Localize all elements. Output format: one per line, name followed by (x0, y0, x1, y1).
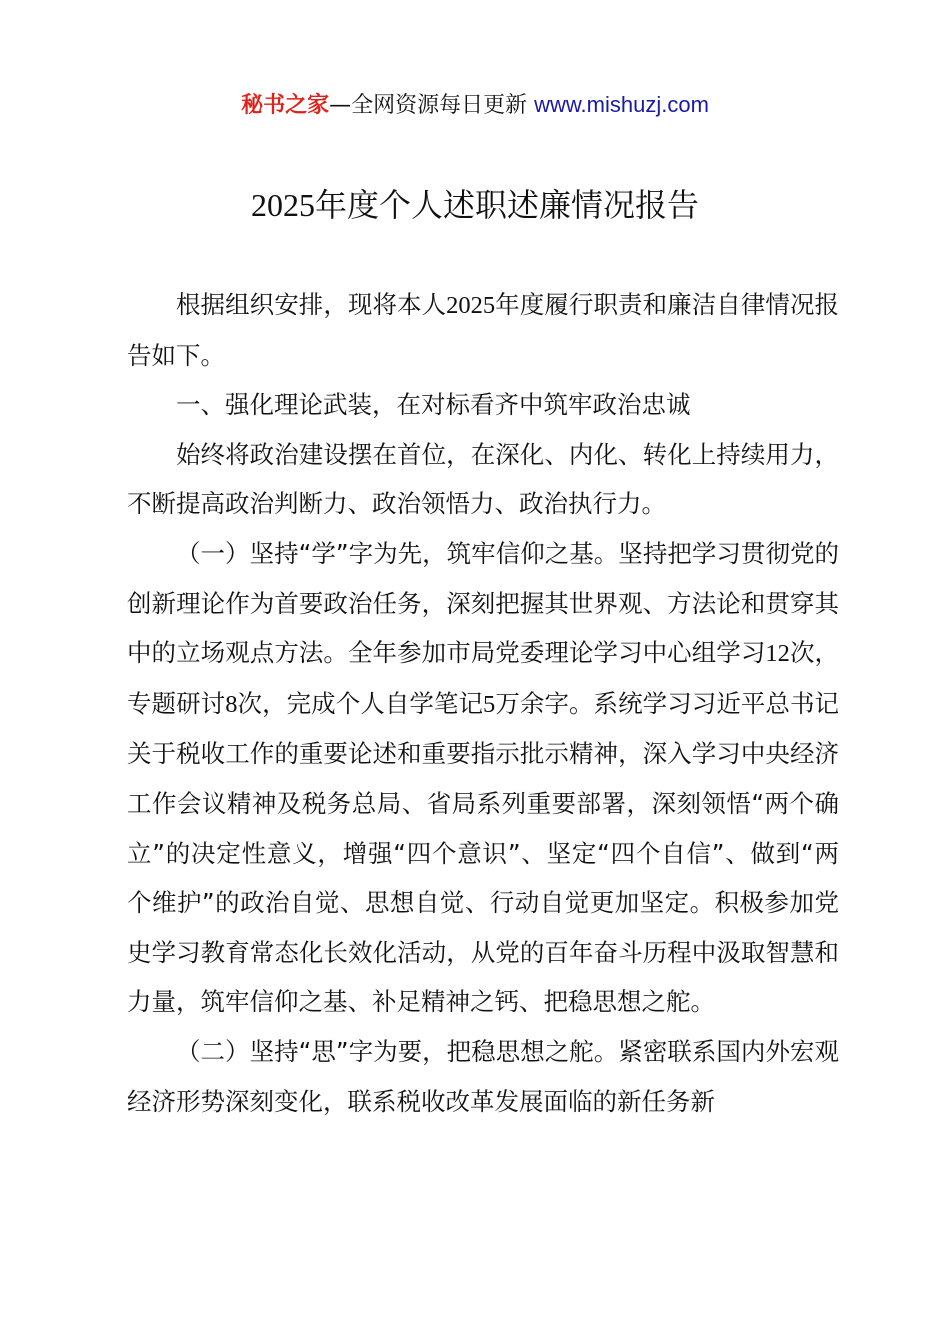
section-heading: 一、强化理论武装，在对标看齐中筑牢政治忠诚 (176, 390, 691, 420)
document-title: 2025年度个人述职述廉情况报告 (250, 186, 699, 224)
numeral: 12 (765, 640, 790, 668)
site-url-link[interactable]: www.mishuzj.com (534, 92, 709, 117)
site-brand: 秘书之家 (241, 93, 330, 118)
numeral: 2025 (446, 292, 496, 319)
numeral: 5 (483, 690, 496, 718)
site-header (0, 88, 950, 123)
document-body (127, 280, 839, 1126)
subsection-2-paragraph: （二）坚持“思”字为要，把稳思想之舵。紧密联系国内外宏观经济形势深刻变化，联系税收改革发展面临的新任务新 (127, 1036, 839, 1116)
subsection-1-paragraph: （一）坚持“学”字为先，筑牢信仰之基。坚持把学习贯彻党的创新理论作为首要政治任务，深刻把握其世界观、方法论和贯穿其中的立场观点方法。全年参加市局党委理论学习中心组学习12次，专题研讨8次，完成个人自学笔记5万余字。系统学习习近平总书记关于税收工作的重要论述和重要指示批示精神，深入学习中央经济工作会议精神及税务总局、省局系列重要部署，深刻领悟“两个确立”的决定性意义，增强“四个意识”、坚定“四个自信”、做到“两个维护”的政治自觉、思想自觉、行动自觉更加坚定。积极参加党史学习教育常态化长效化活动，从党的百年奋斗历程中汲取智慧和力量，筑牢信仰之基、补足精神之钙、把稳思想之舵。 (127, 538, 840, 1017)
site-tagline: —全网资源每日更新 (329, 93, 535, 118)
numeral: 8 (225, 690, 238, 718)
intro-paragraph: 根据组织安排，现将本人2025年度履行职责和廉洁自律情况报告如下。 (127, 290, 840, 370)
numeral: 2025 (250, 187, 315, 223)
section-summary-paragraph: 始终将政治建设摆在首位，在深化、内化、转化上持续用力，不断提高政治判断力、政治领悟力、政治执行力。 (127, 439, 839, 519)
